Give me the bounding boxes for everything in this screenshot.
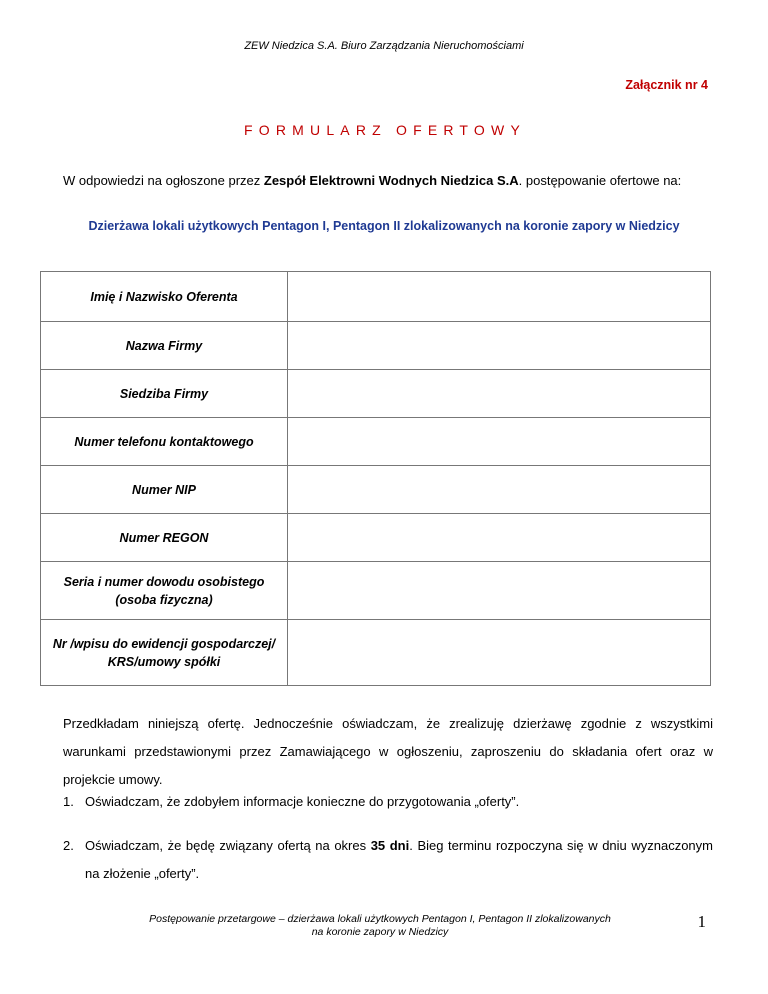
field-label: Seria i numer dowodu osobistego (osoba fizyczna)	[41, 562, 288, 620]
table-row	[41, 466, 711, 514]
table-row	[41, 322, 711, 370]
field-value-cell[interactable]	[288, 418, 711, 466]
field-value-cell[interactable]	[288, 620, 711, 686]
form-title-word-1: FORMULARZ	[244, 122, 387, 138]
table-row	[41, 370, 711, 418]
offer-form-table	[40, 271, 711, 686]
table-row	[41, 418, 711, 466]
list-item-text: Oświadczam, że zdobyłem informacje konieczne do przygotowania „oferty”.	[85, 794, 520, 809]
field-label: Numer REGON	[41, 514, 288, 562]
field-label: Imię i Nazwisko Oferenta	[41, 272, 288, 322]
field-value-cell[interactable]	[288, 370, 711, 418]
field-value-cell[interactable]	[288, 466, 711, 514]
list-item-text-before: Oświadczam, że będę związany ofertą na okres	[85, 838, 371, 853]
offer-subject: Dzierżawa lokali użytkowych Pentagon I, Pentagon II zlokalizowanych na koronie zapory w Niedzicy	[88, 219, 680, 233]
intro-after: . postępowanie ofertowe na:	[518, 173, 682, 188]
list-item-text-after: . Bieg terminu rozpoczyna się w dniu wyznaczonym na złożenie „oferty”.	[85, 838, 713, 881]
footer-line-1: Postępowanie przetargowe – dzierżawa lokali użytkowych Pentagon I, Pentagon II zlokalizowanych	[149, 913, 611, 925]
page-number: 1	[697, 912, 706, 931]
field-label: Numer NIP	[41, 466, 288, 514]
form-title-word-2: OFERTOWY	[396, 122, 526, 138]
field-label: Nr /wpisu do ewidencji gospodarczej/ KRS/umowy spółki	[41, 620, 288, 686]
table-row	[41, 562, 711, 620]
field-label: Nazwa Firmy	[41, 322, 288, 370]
table-row	[41, 514, 711, 562]
field-value-cell[interactable]	[288, 514, 711, 562]
field-label: Siedziba Firmy	[41, 370, 288, 418]
intro-text	[63, 173, 723, 188]
field-value-cell[interactable]	[288, 272, 711, 322]
table-row	[41, 272, 711, 322]
footer-line-2: na koronie zapory w Niedzicy	[311, 926, 449, 938]
field-value-cell[interactable]	[288, 322, 711, 370]
field-value-cell[interactable]	[288, 562, 711, 620]
declaration-paragraph: Przedkładam niniejszą ofertę. Jednocześnie oświadczam, że zrealizuję dzierżawę zgodnie z wszystkimi warunkami przedstawionymi przez Zamawiającego w ogłoszeniu, zaproszeniu do składania ofert oraz w projekcie umowy.	[63, 716, 713, 787]
list-item-number: 2.	[63, 838, 74, 853]
field-label: Numer telefonu kontaktowego	[41, 418, 288, 466]
page-footer	[100, 913, 660, 939]
list-item	[63, 832, 713, 888]
offer-validity-period: 35 dni	[370, 838, 410, 853]
attachment-label: Załącznik nr 4	[625, 78, 708, 92]
table-row	[41, 620, 711, 686]
intro-company: Zespół Elektrowni Wodnych Niedzica S.A	[263, 173, 519, 188]
list-item-number: 1.	[63, 794, 74, 809]
list-item-text	[63, 832, 713, 888]
page-header: ZEW Niedzica S.A. Biuro Zarządzania Nieruchomościami	[244, 40, 524, 52]
list-item	[63, 788, 713, 816]
intro-before: W odpowiedzi na ogłoszone przez	[63, 173, 264, 188]
